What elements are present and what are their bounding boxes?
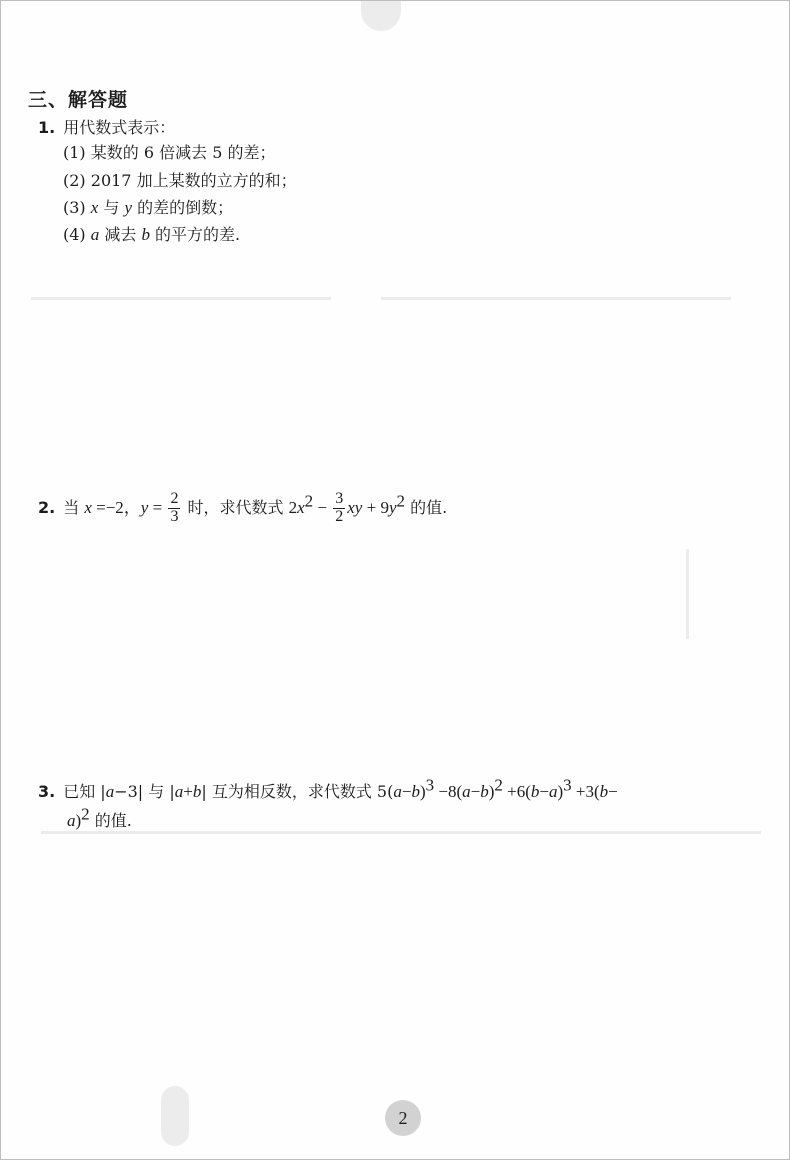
variable: b <box>192 782 202 801</box>
paren: ) <box>419 782 426 801</box>
page-number-badge <box>385 1100 421 1136</box>
item-text: 的平方的差. <box>149 225 241 244</box>
question-number: 2. <box>38 497 56 517</box>
question-text: −3| 与 | <box>114 782 175 801</box>
math-text: =−2， <box>91 497 141 517</box>
q1-item-2 <box>63 168 297 191</box>
variable: y <box>388 497 397 517</box>
q1-item-1 <box>63 140 275 163</box>
variable: b <box>599 782 609 801</box>
section-title: 三、解答题 <box>28 89 129 111</box>
variable: x <box>297 497 305 517</box>
page-number: 2 <box>398 1107 408 1128</box>
question-number: 3. <box>38 782 56 801</box>
coefficient: 2 <box>288 497 298 517</box>
fraction-denominator: 3 <box>170 507 179 525</box>
variable: b <box>141 225 150 244</box>
q1-item-4 <box>63 222 240 245</box>
variable: a <box>174 782 184 801</box>
fraction-denominator: 2 <box>335 507 344 525</box>
fraction-numerator: 2 <box>170 490 179 507</box>
question-text: 当 <box>63 497 85 517</box>
operator: − <box>608 782 618 801</box>
bleed-mark <box>41 831 761 834</box>
paren: ) <box>75 811 82 830</box>
variable: a <box>90 225 100 244</box>
question-text: 的值. <box>89 811 132 830</box>
question-number: 1. <box>38 118 56 137</box>
bleed-mark <box>381 297 731 300</box>
variable: y <box>124 198 133 217</box>
item-text: 的差的倒数； <box>132 198 234 217</box>
exponent: 2 <box>81 804 90 824</box>
bleed-mark <box>361 1 401 31</box>
operator: + 9 <box>362 497 389 517</box>
variable: b <box>411 782 420 801</box>
q1-item-3 <box>63 195 233 218</box>
paren: ) <box>557 782 564 801</box>
math-text: +6( <box>502 782 531 801</box>
math-text: −8( <box>434 782 463 801</box>
item-label: (4) <box>63 225 86 244</box>
item-label: (3) <box>63 198 86 217</box>
fraction-numerator: 3 <box>335 490 344 507</box>
question-text: 的值. <box>405 497 448 517</box>
variable: a <box>548 782 558 801</box>
math-text: = <box>148 497 167 517</box>
question-2 <box>38 491 447 526</box>
operator: − <box>470 782 481 801</box>
item-text: 减去 <box>99 225 142 244</box>
question-text: 时，求代数式 <box>182 497 289 517</box>
exponent: 3 <box>563 775 572 795</box>
operator: − <box>539 782 549 801</box>
item-label: (2) <box>63 171 86 190</box>
item-text: 某数的 6 倍减去 5 的差； <box>90 143 276 162</box>
exponent: 3 <box>425 775 435 795</box>
variable: x <box>84 497 92 517</box>
variable: a <box>393 782 402 801</box>
variable: y <box>140 497 149 517</box>
variable: b <box>480 782 489 801</box>
fraction <box>168 491 180 526</box>
math-text: +3( <box>571 782 600 801</box>
bleed-mark <box>31 297 331 300</box>
question-stem: 用代数式表示： <box>63 118 176 137</box>
bleed-mark <box>161 1086 189 1146</box>
variable: xy <box>347 497 363 517</box>
variable: x <box>90 198 99 217</box>
question-text: | 互为相反数，求代数式 5( <box>201 782 394 801</box>
item-label: (1) <box>63 143 86 162</box>
item-text: 2017 加上某数的立方的和； <box>90 171 297 190</box>
exponent: 2 <box>396 491 405 511</box>
exponent: 2 <box>494 775 503 795</box>
variable: a <box>67 811 76 830</box>
bleed-mark <box>686 549 689 639</box>
operator: − <box>401 782 412 801</box>
question-3-line-2 <box>67 804 132 831</box>
variable: a <box>105 782 115 801</box>
question-1 <box>38 115 175 138</box>
paren: ) <box>488 782 495 801</box>
operator: − <box>313 497 332 517</box>
variable: b <box>530 782 540 801</box>
question-text: 已知 | <box>63 782 106 801</box>
variable: a <box>462 782 471 801</box>
exponent: 2 <box>304 491 314 511</box>
fraction <box>333 491 345 526</box>
operator: + <box>183 782 193 801</box>
item-text: 与 <box>98 198 125 217</box>
question-3-line-1 <box>38 775 618 802</box>
